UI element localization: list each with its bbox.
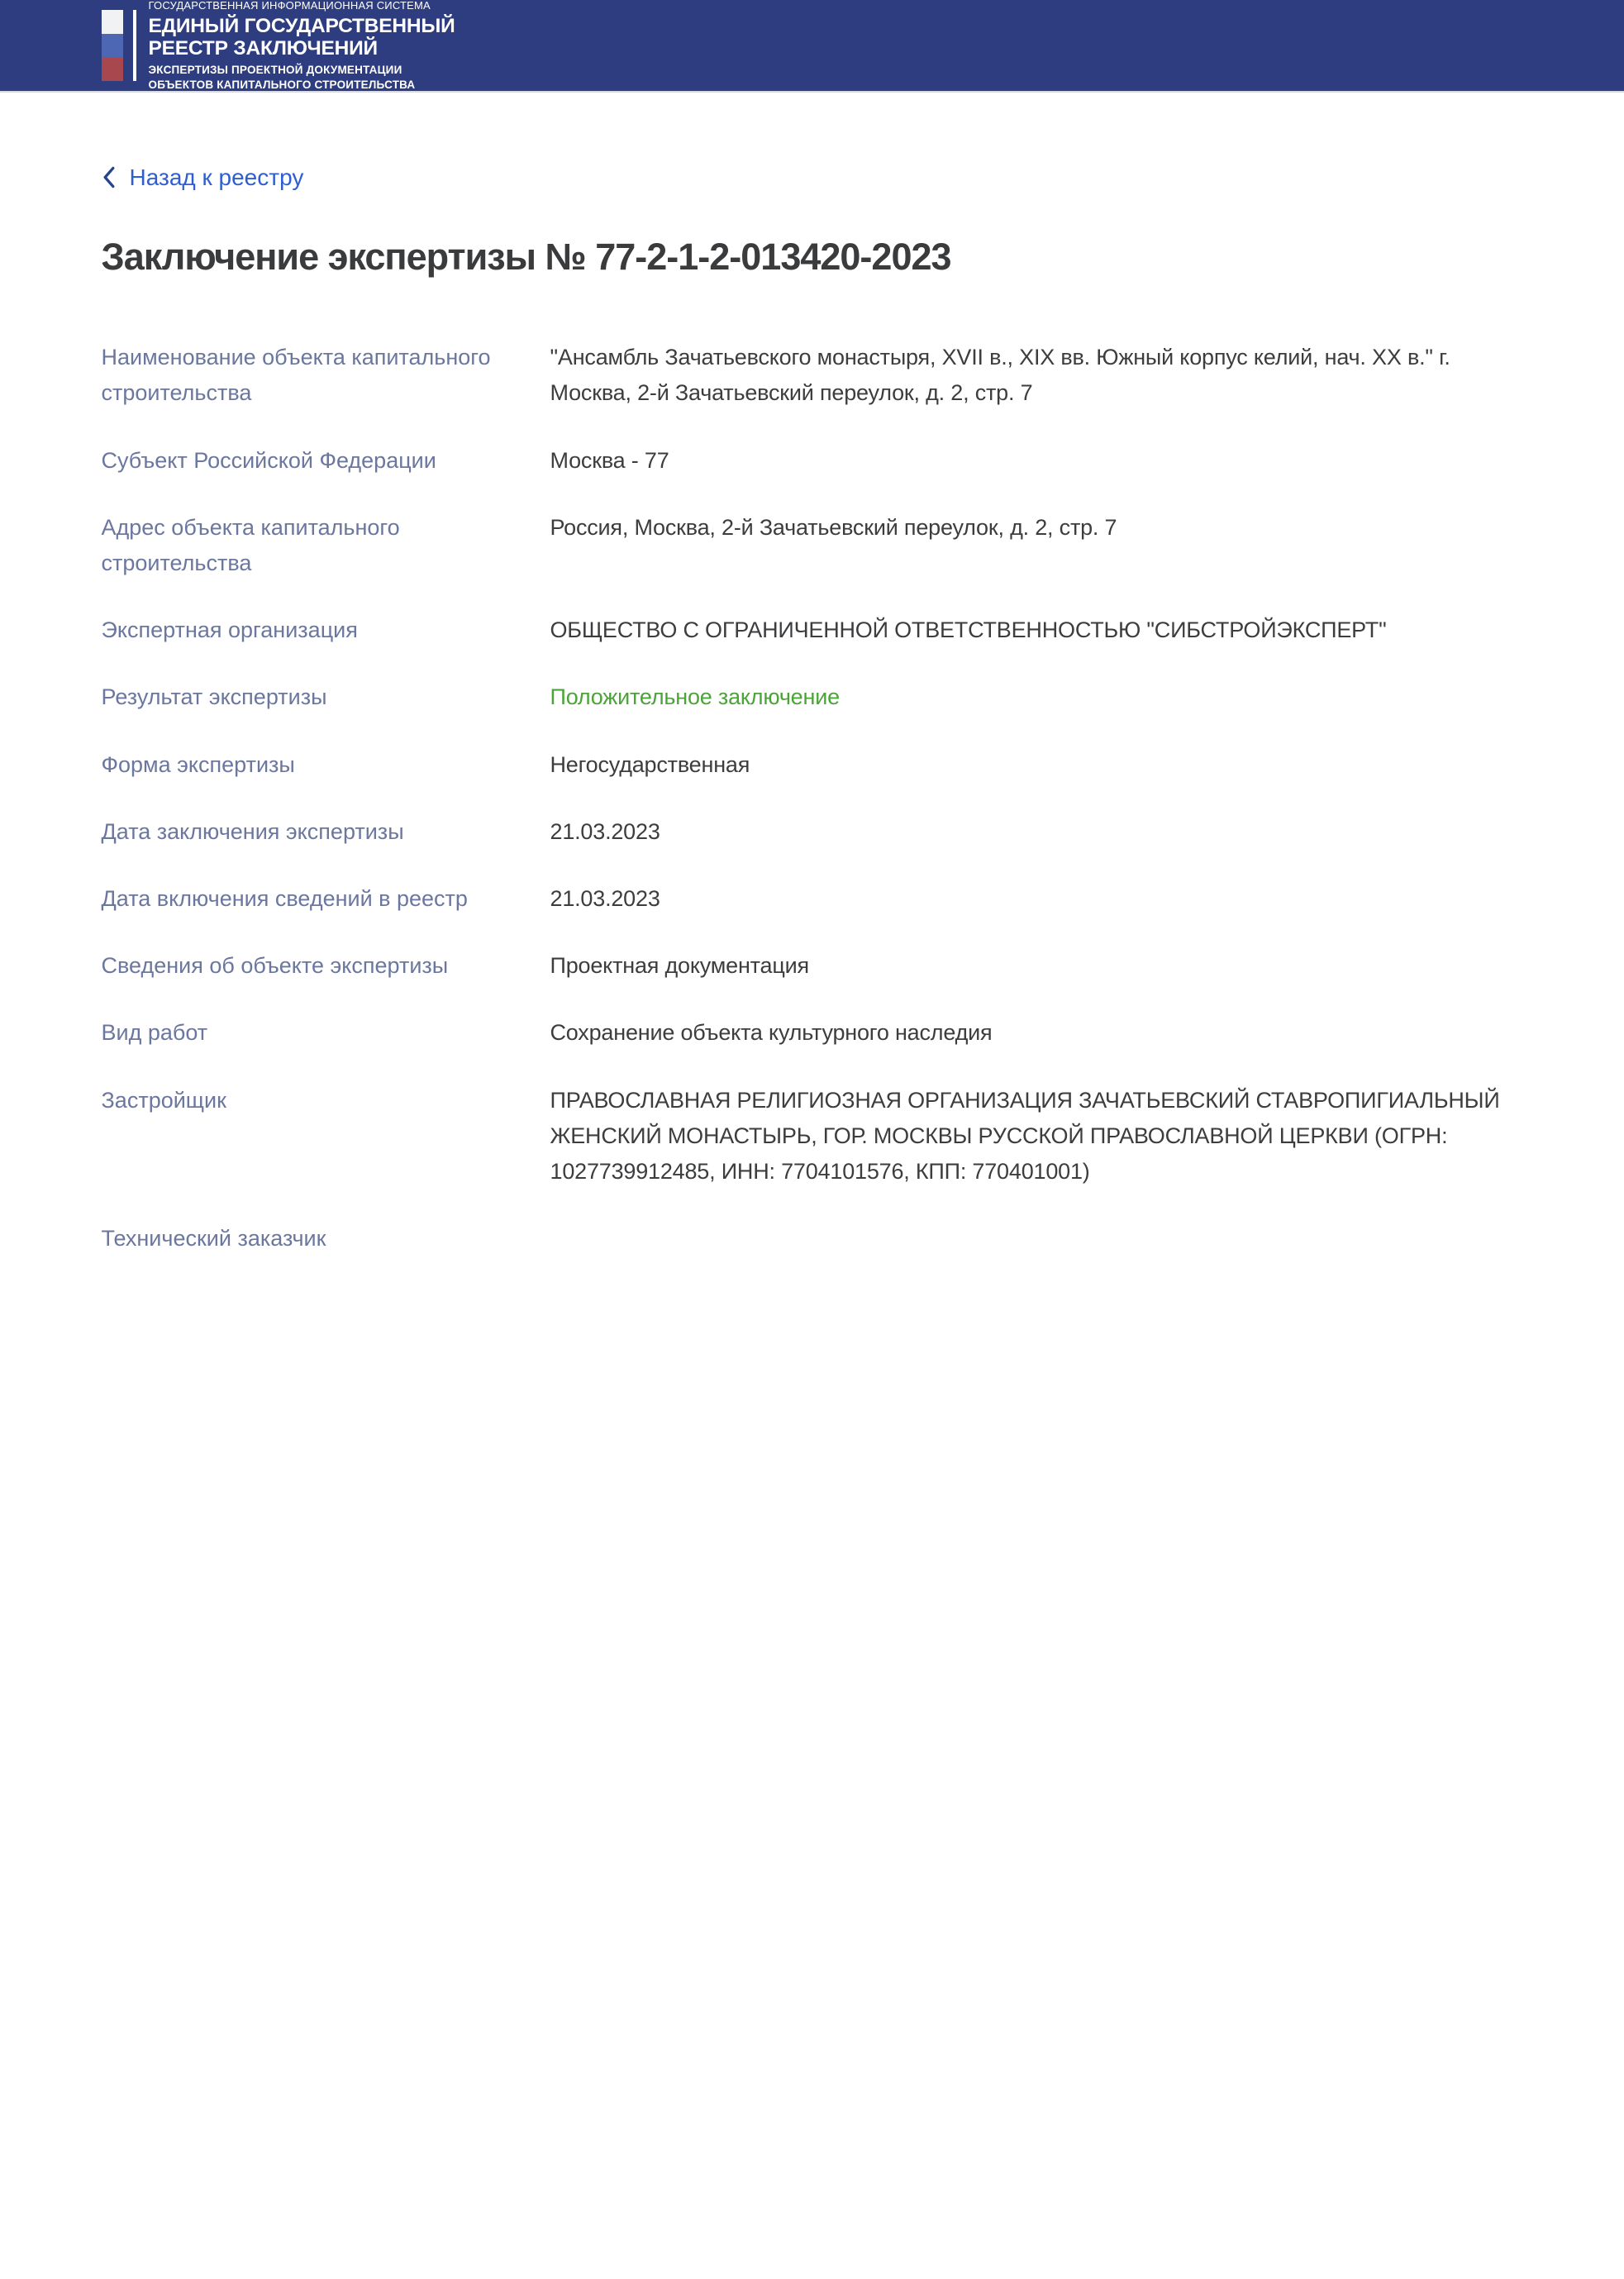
logo-title-line-1: ЕДИНЫЙ ГОСУДАРСТВЕННЫЙ [148,14,455,37]
logo-text [149,0,455,92]
field-row-object-info [102,948,1523,984]
field-row-developer [102,1083,1523,1190]
logo-subtitle-line-1: ЭКСПЕРТИЗЫ ПРОЕКТНОЙ ДОКУМЕНТАЦИИ [148,64,402,77]
field-value-positive-status: Положительное заключение [550,684,840,710]
flag-stripe-red [102,57,123,81]
field-label: Технический заказчик [101,1226,326,1252]
field-value: Сохранение объекта культурного наследия [550,1020,993,1046]
field-value: ОБЩЕСТВО С ОГРАНИЧЕННОЙ ОТВЕТСТВЕННОСТЬЮ "СИБСТРОЙЭКСПЕРТ" [550,617,1387,643]
flag-stripe-blue [102,34,123,58]
field-label: Сведения об объекте экспертизы [101,953,449,979]
logo-system-label: ГОСУДАРСТВЕННАЯ ИНФОРМАЦИОННАЯ СИСТЕМА [148,0,431,12]
field-row-work-type [102,1015,1523,1051]
header-inner [102,0,1523,91]
field-value: Москва - 77 [550,447,669,473]
field-row-form [102,747,1523,783]
field-label: Экспертная организация [101,617,358,643]
flag-stripe-white [102,10,123,34]
logo-title-line-2: РЕЕСТР ЗАКЛЮЧЕНИЙ [148,36,378,60]
russia-flag-icon [102,10,123,81]
field-label: Вид работ [101,1020,208,1046]
field-row-result [102,679,1523,715]
field-label: Застройщик [101,1087,226,1113]
field-value: Россия, Москва, 2-й Зачатьевский переулок, д. 2, стр. 7 [550,514,1117,540]
field-label: Адрес объекта капитального строительства [101,514,400,576]
field-label: Форма экспертизы [101,751,295,777]
logo-divider [133,10,136,81]
field-value: Проектная документация [550,953,809,979]
field-label: Наименование объекта капитального строительства [101,345,491,406]
field-value: "Ансамбль Зачатьевского монастыря, XVII в., XIX вв. Южный корпус келий, нач. XX в." г. Москва, 2-й Зачатьевский переулок, д. 2, стр. 7 [550,345,1450,406]
field-row-region [102,443,1523,479]
field-label: Дата включения сведений в реестр [101,885,468,911]
field-value: ПРАВОСЛАВНАЯ РЕЛИГИОЗНАЯ ОРГАНИЗАЦИЯ ЗАЧАТЬЕВСКИЙ СТАВРОПИГИАЛЬНЫЙ ЖЕНСКИЙ МОНАСТЫРЬ, ГОР. МОСКВЫ РУССКОЙ ПРАВОСЛАВНОЙ ЦЕРКВИ (ОГРН: 1027739912485, ИНН: 7704101576, КПП: 770401001) [550,1087,1500,1184]
egrz-logo[interactable] [102,0,455,92]
field-label: Субъект Российской Федерации [101,447,436,473]
field-row-object-name [102,340,1523,411]
back-link-label: Назад к реестру [129,164,304,190]
field-row-address [102,510,1523,581]
back-to-registry-link[interactable] [102,164,304,192]
field-value: Негосударственная [550,751,750,777]
main-content [102,93,1523,1356]
field-row-conclusion-date [102,814,1523,850]
page-title: Заключение экспертизы № 77-2-1-2-013420-2023 [101,236,951,279]
field-row-expert-organization [102,613,1523,648]
logo-subtitle-line-2: ОБЪЕКТОВ КАПИТАЛЬНОГО СТРОИТЕЛЬСТВА [148,78,416,91]
field-label: Дата заключения экспертизы [101,818,404,844]
field-value: 21.03.2023 [550,818,660,844]
field-label: Результат экспертизы [101,684,327,710]
field-value: 21.03.2023 [550,885,660,911]
chevron-left-icon [102,166,116,188]
fields-list [102,340,1523,1356]
app-header [0,0,1624,93]
field-row-technical-customer [102,1221,1523,1256]
field-row-registry-date [102,881,1523,917]
